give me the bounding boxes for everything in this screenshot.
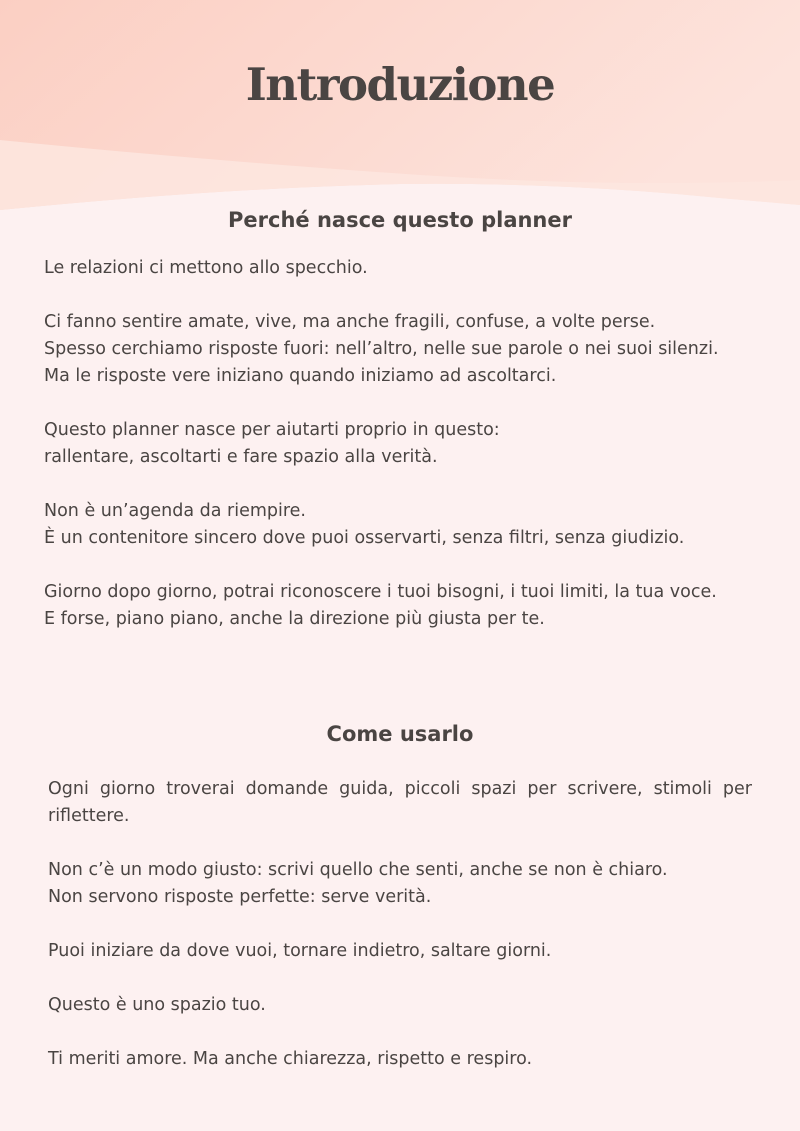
paragraph-line: Ti meriti amore. Ma anche chiarezza, rispetto e respiro. xyxy=(48,1049,533,1069)
paragraph-line: Questo planner nasce per aiutarti proprio in questo: xyxy=(44,420,500,440)
section-heading-how: Come usarlo xyxy=(326,722,474,746)
section-heading-why: Perché nasce questo planner xyxy=(228,208,572,232)
paragraph-line: Le relazioni ci mettono allo specchio. xyxy=(44,258,368,278)
paragraph-line: Non è un’agenda da riempire. xyxy=(44,501,306,521)
paragraph-line: Ci fanno sentire amate, vive, ma anche fragili, confuse, a volte perse. xyxy=(44,312,656,332)
page-title: Introduzione xyxy=(245,58,555,111)
header-background xyxy=(0,0,800,230)
paragraph-line: Puoi iniziare da dove vuoi, tornare indietro, saltare giorni. xyxy=(48,941,552,961)
paragraph-line: Ogni giorno troverai domande guida, piccoli spazi per scrivere, stimoli per riflettere. xyxy=(48,779,752,826)
paragraph-line: Ma le risposte vere iniziano quando iniziamo ad ascoltarci. xyxy=(44,366,557,386)
paragraph-line: Giorno dopo giorno, potrai riconoscere i tuoi bisogni, i tuoi limiti, la tua voce. xyxy=(44,582,717,602)
paragraph-line: rallentare, ascoltarti e fare spazio alla verità. xyxy=(44,447,438,467)
paragraph-line: E forse, piano piano, anche la direzione più giusta per te. xyxy=(44,609,545,629)
section-body-how xyxy=(48,776,752,1073)
paragraph-line: Non c’è un modo giusto: scrivi quello che senti, anche se non è chiaro. xyxy=(48,860,668,880)
paragraph-line: Questo è uno spazio tuo. xyxy=(48,995,266,1015)
paragraph-line: È un contenitore sincero dove puoi osservarti, senza filtri, senza giudizio. xyxy=(44,528,685,548)
section-body-why xyxy=(44,255,752,633)
paragraph-line: Spesso cerchiamo risposte fuori: nell’altro, nelle sue parole o nei suoi silenzi. xyxy=(44,339,719,359)
paragraph-line: Non servono risposte perfette: serve verità. xyxy=(48,887,432,907)
